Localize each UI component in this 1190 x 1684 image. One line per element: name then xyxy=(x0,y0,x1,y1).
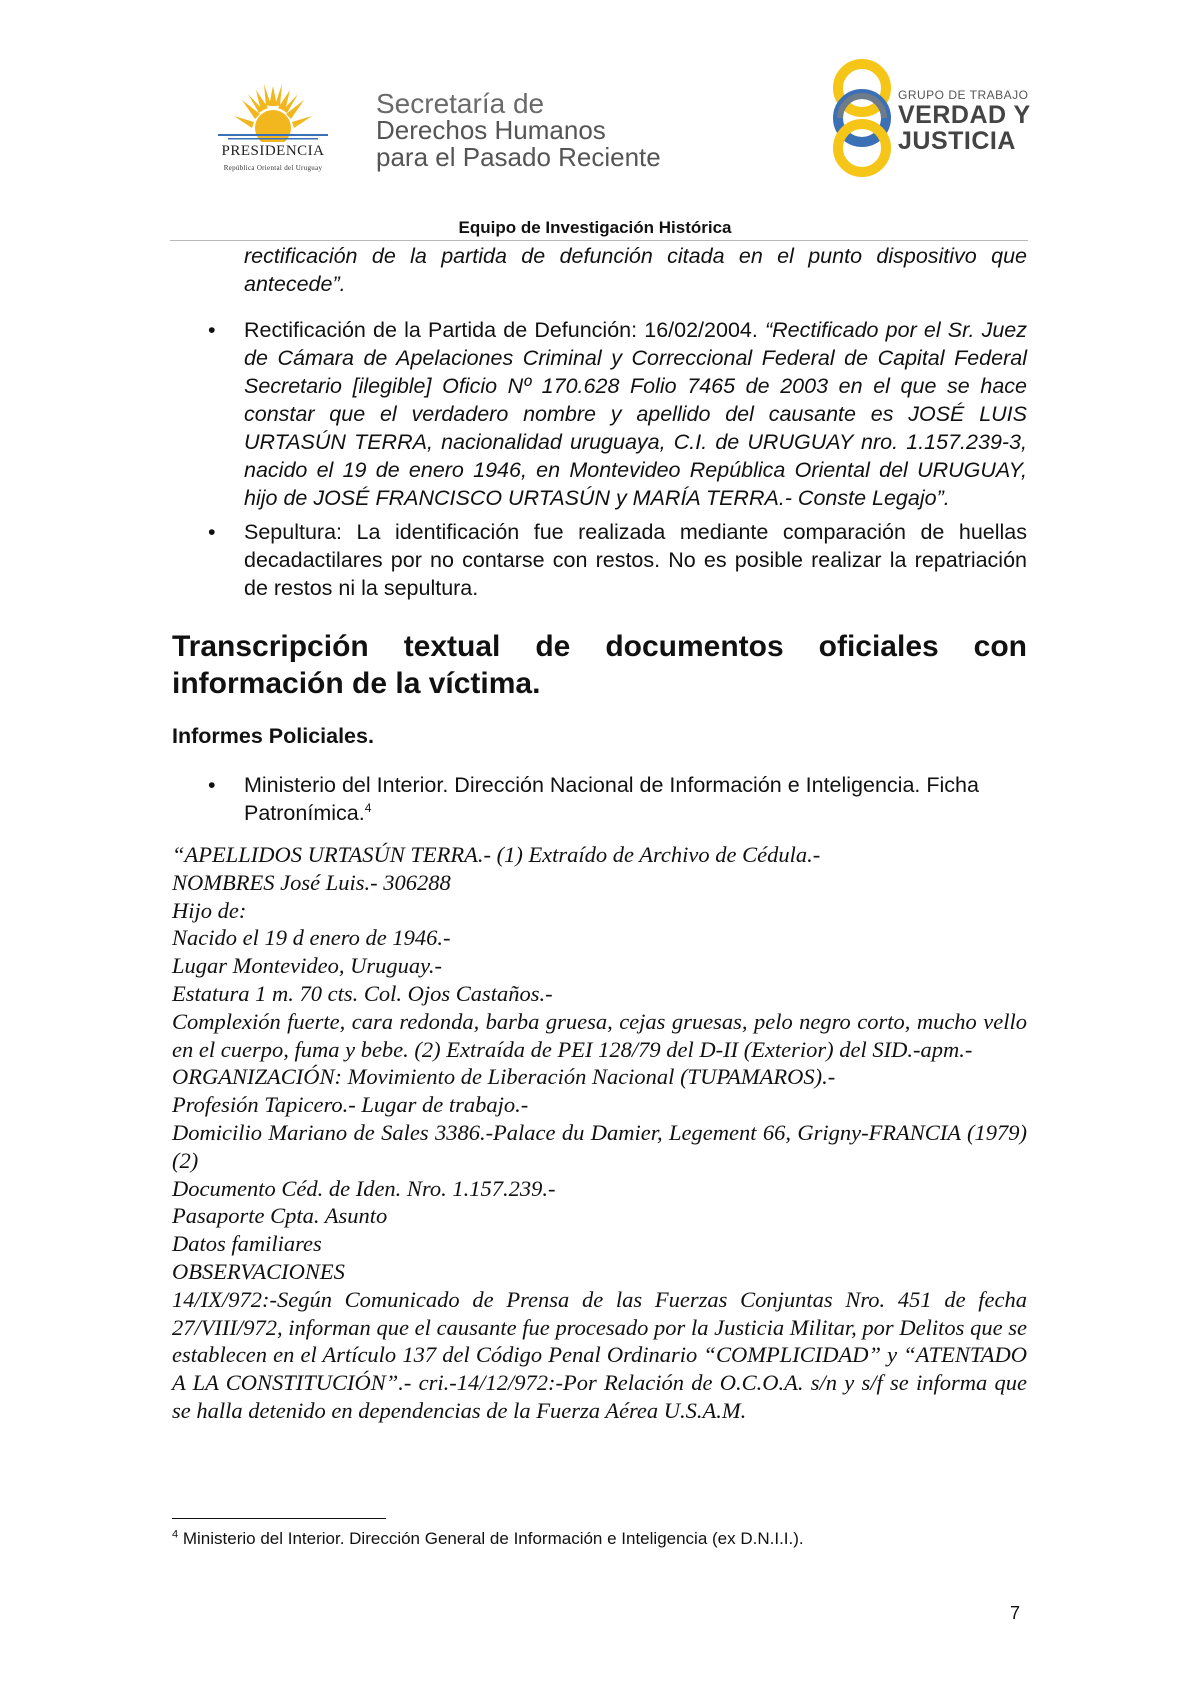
secretaria-title xyxy=(376,90,661,171)
bullet-list-top xyxy=(172,316,1027,602)
secretaria-line-3: para el Pasado Reciente xyxy=(376,142,661,172)
list-item-quote: “Rectificado por el Sr. Juez de Cámara de Apelaciones Criminal y Correccional Federal de Capital Federal Secretario [ilegible] Oficio Nº 170.628 Folio 7465 de 2003 en el que se hace constar que el verdadero nombre y apellido del causante es JOSÉ LUIS URTASÚN TERRA, nacionalidad uruguaya, C.I. de URUGUAY nro. 1.157.239-3, nacido el 19 de enero 1946, en Montevideo República Oriental del URUGUAY, hijo de JOSÉ FRANCISCO URTASÚN y MARÍA TERRA.- Conste Legajo”. xyxy=(244,318,1027,510)
list-item-lead: Sepultura: La identificación fue realizada mediante comparación de huellas decadactilares por no contarse con restos. No es posible realizar la repatriación de restos ni la sepultura. xyxy=(244,520,1027,600)
continued-paragraph: rectificación de la partida de defunción citada en el punto dispositivo que antecede”. xyxy=(244,244,1027,296)
list-item-lead: Rectificación de la Partida de Defunción: 16/02/2004. xyxy=(244,318,765,342)
sun-emblem-icon xyxy=(198,78,348,142)
verdad-justicia-rings-icon xyxy=(822,56,902,181)
transcript-line: Documento Céd. de Iden. Nro. 1.157.239.- xyxy=(172,1175,556,1201)
gtv-line-2: JUSTICIA xyxy=(898,127,1016,155)
footnote-divider xyxy=(172,1518,386,1519)
transcript-block xyxy=(172,841,1027,1425)
subsection-title: Informes Policiales. xyxy=(172,724,374,748)
bullet-icon: • xyxy=(208,318,216,342)
transcript-line: Estatura 1 m. 70 cts. Col. Ojos Castaños.- xyxy=(172,980,553,1006)
secretaria-line-1: Secretaría de xyxy=(376,88,545,119)
list-item xyxy=(172,518,1027,602)
footnote-number: 4 xyxy=(172,1528,179,1541)
transcript-line: Pasaporte Cpta. Asunto xyxy=(172,1203,388,1229)
bullet-list-ministerio xyxy=(172,771,1027,827)
presidencia-name: PRESIDENCIA xyxy=(221,143,325,159)
gtv-line-1: VERDAD Y xyxy=(898,101,1031,129)
transcript-line: ORGANIZACIÓN: Movimiento de Liberación Nacional (TUPAMAROS).- xyxy=(172,1064,836,1090)
page-number: 7 xyxy=(1010,1603,1021,1623)
team-title: Equipo de Investigación Histórica xyxy=(458,218,732,237)
transcript-line: 14/IX/972:-Según Comunicado de Prensa de las Fuerzas Conjuntas Nro. 451 de fecha 27/VIII/972, informan que el causante fue procesado por la Justicia Militar, por Delitos que se establecen en el Artículo 137 del Código Penal Ordinario “COMPLICIDAD” y “ATENTADO A LA CONSTITUCIÓN”.- cri.-14/12/972:-Por Relación de O.C.O.A. s/n y s/f se informa que se halla detenido en dependencias de la Fuerza Aérea U.S.A.M. xyxy=(172,1286,1027,1423)
transcript-line: Nacido el 19 d enero de 1946.- xyxy=(172,925,451,951)
footnote xyxy=(172,1529,804,1549)
transcript-line: Complexión fuerte, cara redonda, barba gruesa, cejas gruesas, pelo negro corto, mucho vello en el cuerpo, fuma y bebe. (2) Extraída de PEI 128/79 del D-II (Exterior) del SID.-apm.- xyxy=(172,1008,1027,1062)
presidencia-logo xyxy=(198,78,348,178)
secretaria-line-2: Derechos Humanos xyxy=(376,115,606,145)
transcript-line: Profesión Tapicero.- Lugar de trabajo.- xyxy=(172,1092,529,1118)
transcript-line: OBSERVACIONES xyxy=(172,1258,345,1284)
bullet-icon: • xyxy=(208,773,216,797)
section-title: Transcripción textual de documentos oficiales con información de la víctima. xyxy=(172,630,1027,700)
gtv-small-label: GRUPO DE TRABAJO xyxy=(898,88,1029,102)
footnote-text: Ministerio del Interior. Dirección General de Información e Inteligencia (ex D.N.I.I.). xyxy=(182,1529,804,1548)
main-content xyxy=(172,242,1027,1425)
verdad-justicia-text xyxy=(898,88,1031,154)
transcript-line: Hijo de: xyxy=(172,897,247,923)
bullet-icon: • xyxy=(208,520,216,544)
footnote-reference: 4 xyxy=(364,800,372,815)
transcript-line: Lugar Montevideo, Uruguay.- xyxy=(172,953,442,979)
presidencia-subtitle: República Oriental del Uruguay xyxy=(223,164,323,172)
ministerio-text: Ministerio del Interior. Dirección Nacional de Información e Inteligencia. Ficha Patronímica. xyxy=(244,773,979,825)
transcript-line: “APELLIDOS URTASÚN TERRA.- (1) Extraído de Archivo de Cédula.- xyxy=(172,842,821,867)
list-item xyxy=(172,771,1027,827)
header-divider xyxy=(170,240,1028,241)
list-item xyxy=(172,316,1027,512)
transcript-line: Domicilio Mariano de Sales 3386.-Palace du Damier, Legement 66, Grigny-FRANCIA (1979) (2) xyxy=(172,1119,1027,1173)
transcript-line: NOMBRES José Luis.- 306288 xyxy=(172,869,451,895)
transcript-line: Datos familiares xyxy=(172,1231,322,1257)
page-header xyxy=(0,0,1190,240)
